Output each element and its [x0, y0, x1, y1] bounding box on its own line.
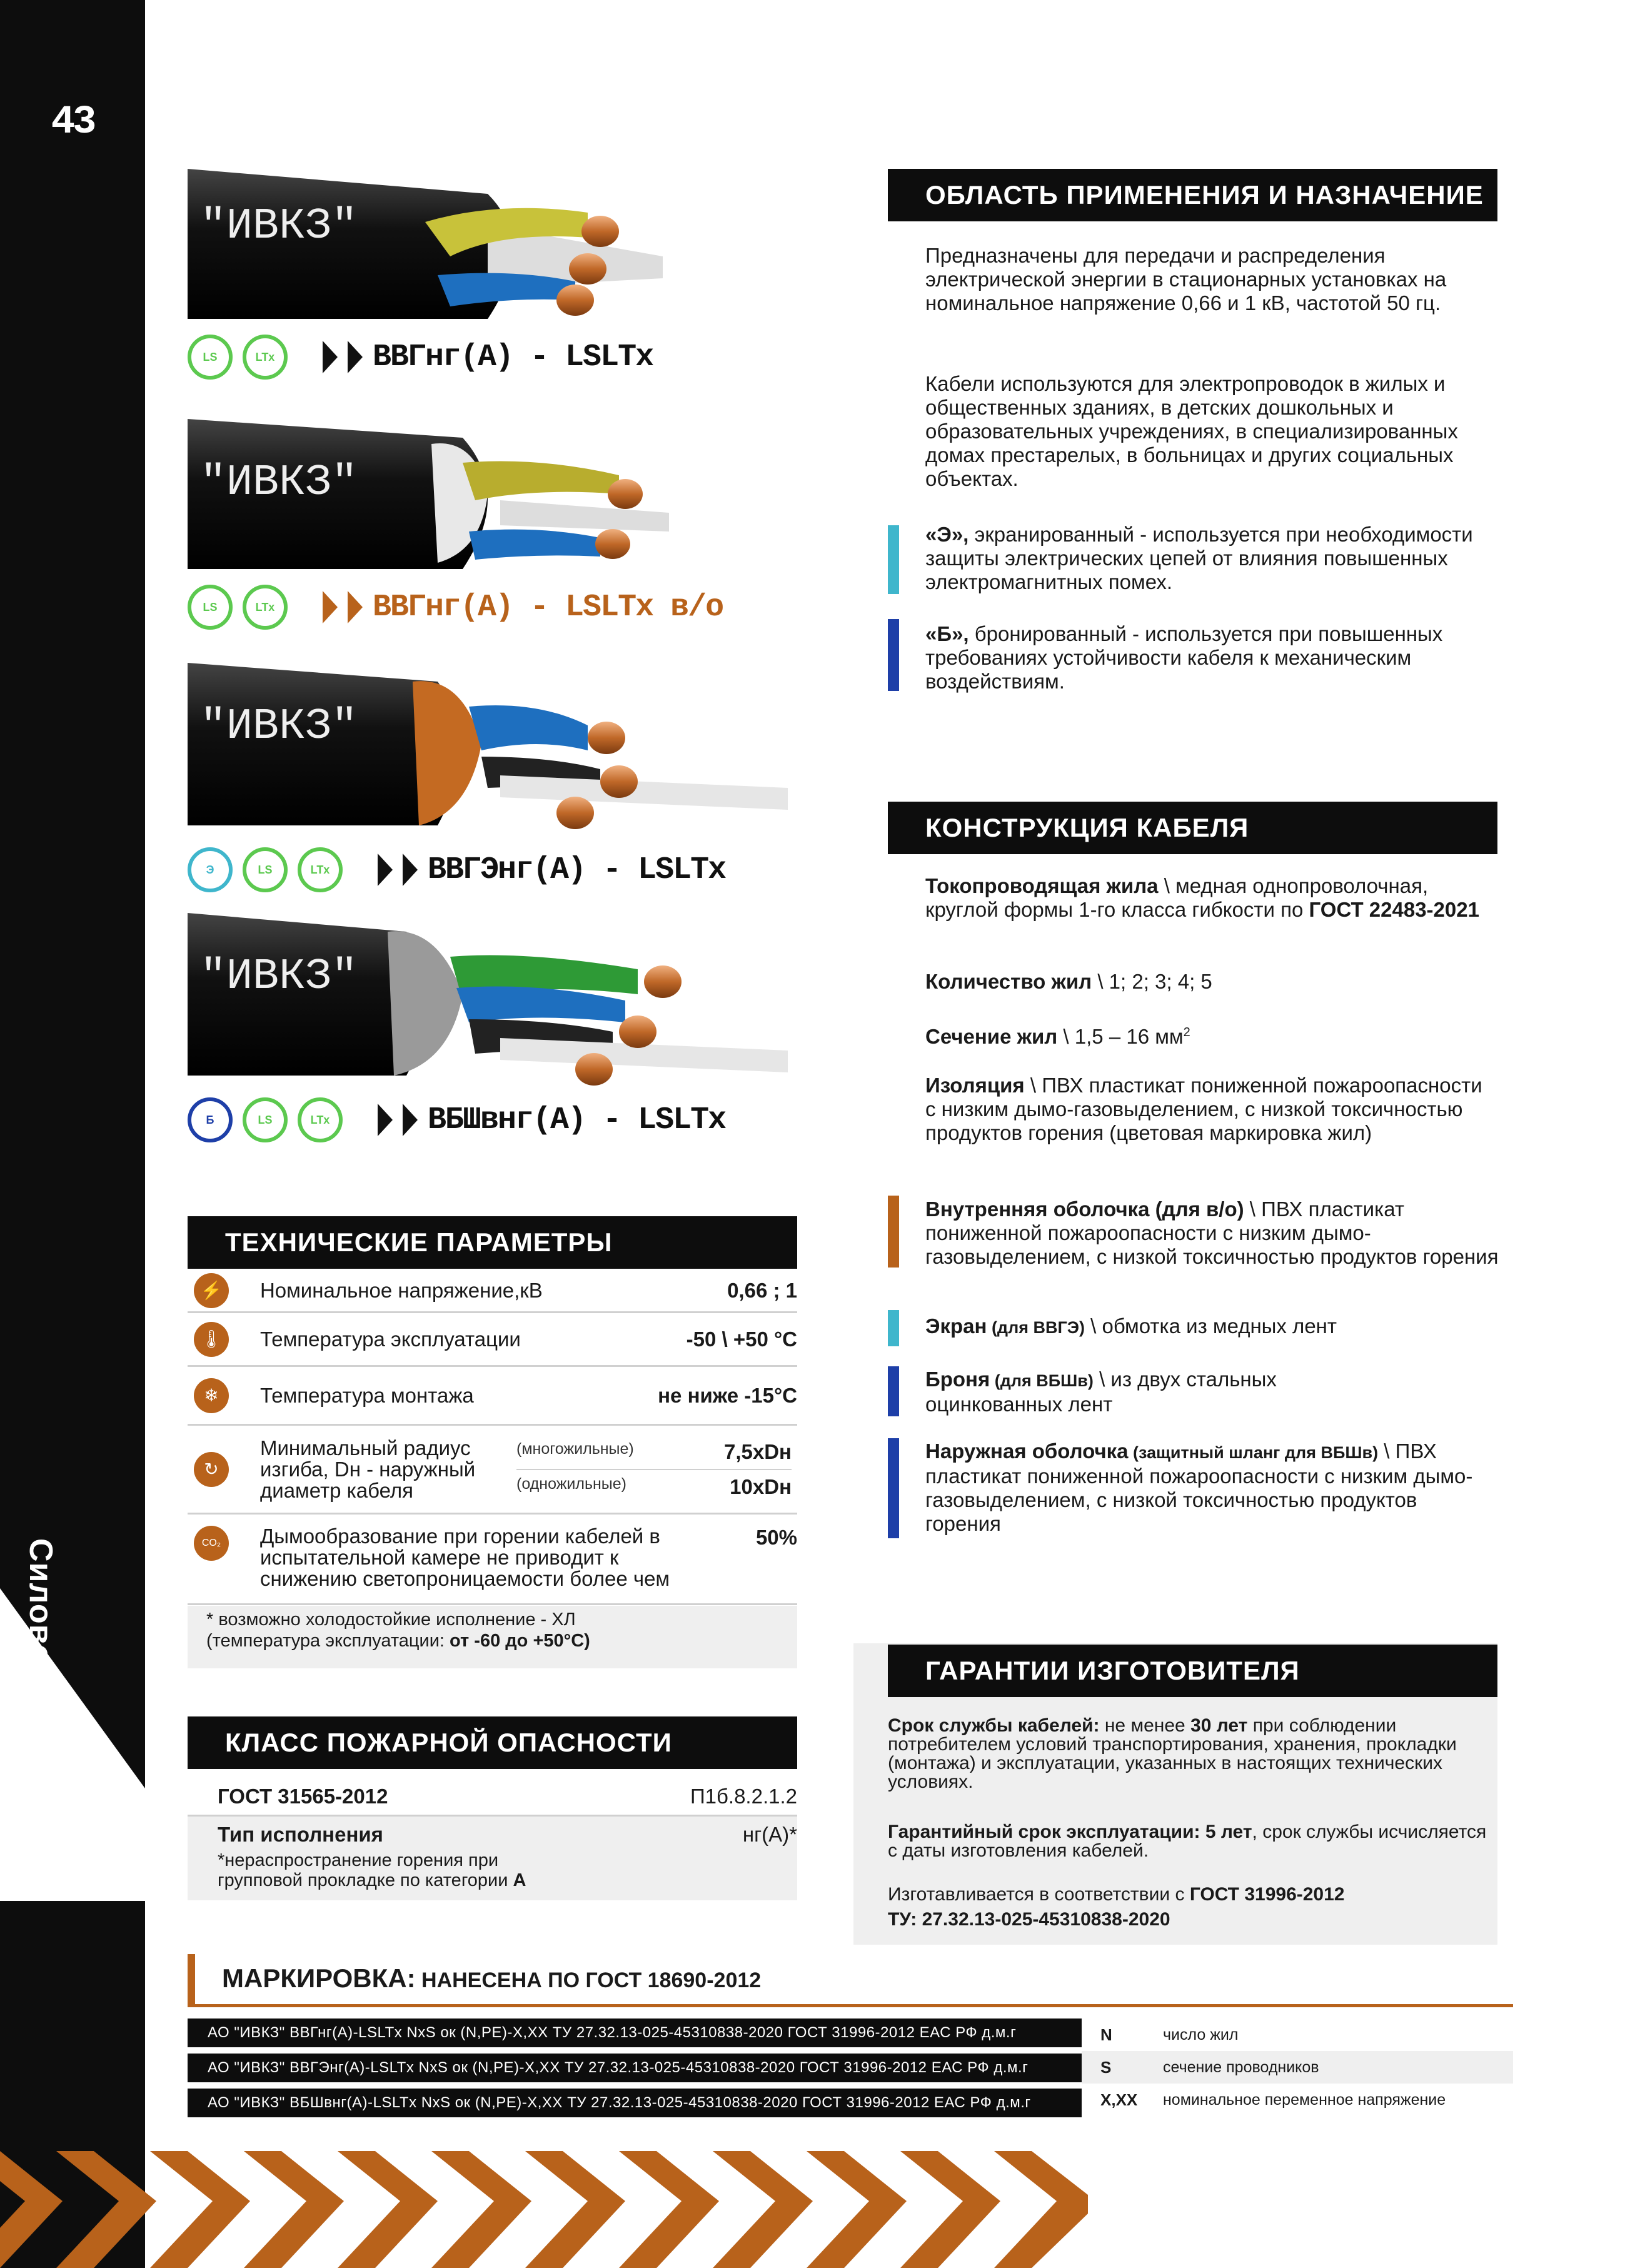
ltx-icon: LTx — [243, 585, 288, 630]
sidebar — [0, 0, 145, 2268]
page-number: 43 — [51, 100, 94, 145]
cable-1-row — [188, 335, 653, 380]
armor-accent — [888, 619, 899, 691]
construction-item-insulation: Изоляция \ ПВХ пластикат пониженной пожароопасности с низким дымо-газовыделением, с низкой токсичностью продуктов горения (цветовая маркировка жил) — [925, 1074, 1482, 1144]
fire-gost-label: ГОСТ 31565-2012 — [218, 1785, 388, 1808]
cable-illustrations — [188, 163, 863, 1138]
voltage-icon: ⚡ — [194, 1273, 229, 1308]
construction-item-outer-sheath: Наружная оболочка (защитный шланг для ВБШв) \ ПВХ пластикат пониженной пожароопасности с низким дымо-газовыделением, с низкой токсичностью продуктов горения — [925, 1439, 1473, 1535]
screen-accent — [888, 525, 899, 594]
ltx-icon: LTx — [298, 1097, 343, 1142]
construction-item-inner-sheath: Внутренняя оболочка (для в/о) \ ПВХ пластикат пониженной пожароопасности с низким дымо-газовыделением, с низкой токсичностью продуктов горения — [925, 1197, 1499, 1268]
cable-4-row — [188, 1097, 725, 1142]
cable-1-title: ВВГнг(А) - LSLTx — [373, 339, 653, 375]
radius-single-label: (одножильные) — [516, 1474, 627, 1493]
chevron-icon — [323, 591, 338, 623]
cable-4-image — [188, 913, 788, 1086]
radius-single-value: 10хDн — [730, 1474, 792, 1498]
marking-accent — [188, 1954, 195, 2004]
chevron-icon — [323, 341, 338, 373]
chevron-icon — [403, 854, 418, 886]
application-p1: Предназначены для передачи и распределения электрической энергии в стационарных установках на номинальное напряжение 0,66 и 1 кВ, частотой 50 гц. — [925, 244, 1447, 315]
tech-header: ТЕХНИЧЕСКИЕ ПАРАМЕТРЫ — [188, 1216, 797, 1269]
marking-title: МАРКИРОВКА: НАНЕСЕНА ПО ГОСТ 18690-2012 — [222, 1963, 762, 1993]
smoke-value: 50% — [755, 1526, 797, 1549]
application-header: ОБЛАСТЬ ПРИМЕНЕНИЯ И НАЗНАЧЕНИЕ — [888, 169, 1497, 221]
ls-icon: LS — [243, 847, 288, 892]
cable-4-title: ВБШвнг(А) - LSLTx — [428, 1102, 726, 1138]
application-b: «Б», бронированный - используется при повышенных требованиях устойчивости кабеля к механическим воздействиям. — [925, 622, 1443, 693]
fire-type-label: Тип исполнения — [218, 1823, 383, 1846]
application-e: «Э», экранированный - используется при необходимости защиты электрических цепей от влияния повышенных электромагнитных помех. — [925, 523, 1473, 593]
radius-multi-label: (многожильные) — [516, 1439, 634, 1458]
marking-legend: N число жил S сечение проводников X,XX номинальное переменное напряжение — [1082, 2019, 1513, 2117]
construction-header: КОНСТРУКЦИЯ КАБЕЛЯ — [888, 802, 1497, 854]
ltx-icon: LTx — [298, 847, 343, 892]
thermometer-icon: 🌡 — [194, 1322, 229, 1357]
chevron-icon — [378, 1104, 393, 1136]
chevron-icon — [348, 341, 363, 373]
fire-gost-value: П1б.8.2.1.2 — [690, 1785, 797, 1808]
ls-icon: LS — [188, 335, 233, 380]
voltage-value: 0,66 ; 1 — [727, 1278, 797, 1302]
construction-item-armor: Броня (для ВБШв) \ из двух стальных оцинкованных лент — [925, 1368, 1277, 1416]
bend-radius-icon: ↻ — [194, 1452, 229, 1487]
chevron-icon — [348, 591, 363, 623]
op-temp-value: -50 \ +50 °С — [686, 1327, 797, 1351]
armor-icon: Б — [188, 1097, 233, 1142]
side-title: Силовой кабель — [23, 1538, 59, 1813]
cable-1-image — [188, 169, 663, 319]
tech-row-mount-temp: ❄ Температура монтажа не ниже -15°С — [188, 1367, 797, 1426]
marking-line-2: АО "ИВКЗ" ВВГЭнг(А)-LSLTx NxS ок (N,PE)-X,XX ТУ 27.32.13-025-45310838-2020 ГОСТ 31996-2012 ЕАС РФ д.м.г — [188, 2054, 1082, 2082]
cable-1-brand: "ИВКЗ" — [200, 202, 358, 251]
tech-row-radius: ↻ Минимальный радиус изгиба, Dн - наружный диаметр кабеля (многожильные) 7,5хDн (одножильные) 10хDн — [188, 1426, 797, 1515]
fire-table — [188, 1770, 797, 1917]
screen-icon: Э — [188, 847, 233, 892]
chevron-icon — [403, 1104, 418, 1136]
cable-2-title: ВВГнг(А) - LSLTx в/о — [373, 589, 723, 625]
cable-3-image — [188, 663, 788, 829]
cable-4-brand: "ИВКЗ" — [200, 952, 358, 1002]
cable-2-brand: "ИВКЗ" — [200, 458, 358, 508]
tech-row-voltage: ⚡ Номинальное напряжение,кВ 0,66 ; 1 — [188, 1269, 797, 1313]
application-p2: Кабели используются для электропроводок в жилых и общественных зданиях, в детских дошкольных и образовательных учреждениях, в специализированных домах престарелых, в больницах и других социальных объектах. — [925, 372, 1458, 490]
mount-temp-value: не ниже -15°С — [658, 1383, 797, 1407]
fire-note: *нераспространение горения при групповой прокладке по категории А — [188, 1850, 797, 1900]
snowflake-thermometer-icon: ❄ — [194, 1378, 229, 1413]
cable-2-row — [188, 585, 723, 630]
tech-row-op-temp: 🌡 Температура эксплуатации -50 \ +50 °С — [188, 1313, 797, 1367]
co2-icon: CO₂ — [194, 1526, 229, 1561]
chevron-icon — [378, 854, 393, 886]
cable-3-row — [188, 847, 725, 892]
guarantee-header: ГАРАНТИИ ИЗГОТОВИТЕЛЯ — [888, 1645, 1497, 1697]
ltx-icon: LTx — [243, 335, 288, 380]
guarantee-p3: Изготавливается в соответствии с ГОСТ 31996-2012 — [888, 1884, 1345, 1905]
construction-item-conductor: Токопроводящая жила \ медная однопроволочная, круглой формы 1-го класса гибкости по ГОСТ 22483-2021 — [925, 874, 1479, 921]
tech-note: * возможно холодостойкие исполнение - ХЛ (температура эксплуатации: от -60 до +50°С) — [188, 1606, 797, 1668]
tech-row-smoke: CO₂ Дымообразование при горении кабелей в испытательной камере не приводит к снижению светопроницаемости более чем 50% — [188, 1515, 797, 1605]
tech-table — [188, 1269, 797, 1605]
marking-line-3: АО "ИВКЗ" ВБШвнг(А)-LSLTx NxS ок (N,PE)-X,XX ТУ 27.32.13-025-45310838-2020 ГОСТ 31996-2012 ЕАС РФ д.м.г — [188, 2089, 1082, 2117]
guarantee-p2: Гарантийный срок эксплуатации: 5 лет, срок службы исчисляется с даты изготовления кабелей. — [888, 1822, 1487, 1861]
ls-icon: LS — [188, 585, 233, 630]
construction-item-section: Сечение жил \ 1,5 – 16 $мм^2$ — [925, 1025, 1190, 1048]
radius-multi-value: 7,5хDн — [724, 1439, 792, 1463]
inner-sheath-accent — [888, 1196, 899, 1268]
outer-sheath-accent — [888, 1438, 899, 1538]
guarantee-p1: Срок службы кабелей: не менее 30 лет при соблюдении потребителем условий транспортирования, хранения, прокладки (монтажа) и эксплуатации, указанных в настоящих технических условиях. — [888, 1715, 1457, 1792]
ls-icon: LS — [243, 1097, 288, 1142]
screen-accent — [888, 1310, 899, 1346]
construction-item-screen: Экран (для ВВГЭ) \ обмотка из медных лент — [925, 1314, 1337, 1338]
armor-accent — [888, 1366, 899, 1416]
cable-3-title: ВВГЭнг(А) - LSLTx — [428, 852, 726, 888]
marking-rule — [188, 2004, 1513, 2007]
fire-header: КЛАСС ПОЖАРНОЙ ОПАСНОСТИ — [188, 1716, 797, 1769]
bottom-chevron-pattern — [0, 2126, 1088, 2268]
guarantee-p4: ТУ: 27.32.13-025-45310838-2020 — [888, 1909, 1170, 1930]
cable-3-brand: "ИВКЗ" — [200, 702, 358, 752]
construction-item-cores: Количество жил \ 1; 2; 3; 4; 5 — [925, 970, 1212, 993]
marking-line-1: АО "ИВКЗ" ВВГнг(А)-LSLTx NxS ок (N,PE)-X,XX ТУ 27.32.13-025-45310838-2020 ГОСТ 31996-2012 ЕАС РФ д.м.г — [188, 2019, 1082, 2047]
cable-2-image — [188, 419, 669, 569]
fire-type-value: нг(А)* — [742, 1823, 797, 1846]
marking-lines — [188, 2019, 1082, 2117]
